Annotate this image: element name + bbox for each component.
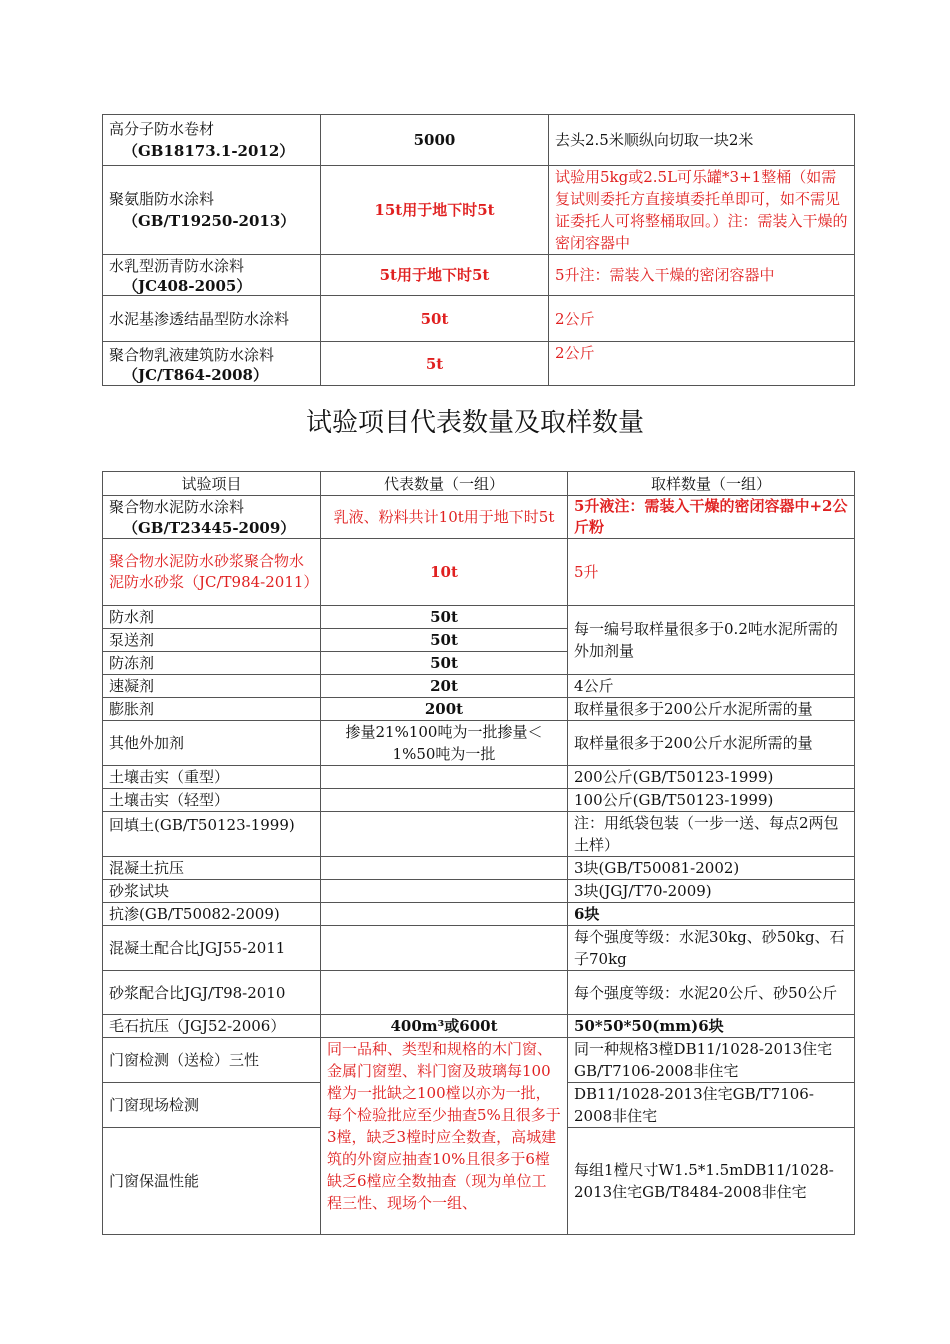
header-represent-qty: 代表数量（一组） — [321, 472, 568, 496]
represent-qty-cell — [321, 903, 568, 926]
material-name-cell — [103, 296, 321, 342]
item-name-cell: 混凝土抗压 — [103, 857, 321, 880]
sample-qty-cell: 5升液注：需装入干燥的密闭容器中+2公斤粉 — [568, 496, 855, 539]
quantity-cell: 15t用于地下时5t — [321, 166, 549, 255]
item-name-cell: 膨胀剂 — [103, 698, 321, 721]
sample-qty-cell: 取样量很多于200公斤水泥所需的量 — [568, 698, 855, 721]
sample-qty-cell: 每个强度等级：水泥20公斤、砂50公斤 — [568, 971, 855, 1015]
represent-qty-cell: 50t — [321, 652, 568, 675]
material-name-cell — [103, 115, 321, 166]
section-title: 试验项目代表数量及取样数量 — [305, 408, 644, 438]
sample-qty-cell: 200公斤(GB/T50123-1999) — [568, 766, 855, 789]
item-name-cell: 防水剂 — [103, 606, 321, 629]
sample-qty-cell: 100公斤(GB/T50123-1999) — [568, 789, 855, 812]
material-standard: （GB18173.1-2012） — [123, 142, 295, 160]
item-name-cell: 砂浆试块 — [103, 880, 321, 903]
item-name-cell: 其他外加剂 — [103, 721, 321, 766]
material-name: 高分子防水卷材 — [109, 120, 215, 138]
item-name-cell: 泵送剂 — [103, 629, 321, 652]
item-name-cell: 门窗现场检测 — [103, 1083, 321, 1128]
represent-qty-cell: 400m³或600t — [321, 1015, 568, 1038]
represent-qty-cell: 10t — [321, 539, 568, 606]
sample-qty-cell: 每组1樘尺寸W1.5*1.5mDB11/1028-2013住宅GB/T8484-2008非住宅 — [568, 1128, 855, 1235]
item-name-cell: 聚合物水泥防水砂浆聚合物水泥防水砂浆（JC/T984-2011） — [103, 539, 321, 606]
sample-qty-cell: 6块 — [568, 903, 855, 926]
sample-qty-cell: DB11/1028-2013住宅GB/T7106-2008非住宅 — [568, 1083, 855, 1128]
quantity-cell: 50t — [321, 296, 549, 342]
header-test-item: 试验项目 — [103, 472, 321, 496]
material-name: 聚合物乳液建筑防水涂料 — [109, 345, 275, 364]
represent-qty-cell — [321, 766, 568, 789]
sample-qty-cell: 同一种规格3樘DB11/1028-2013住宅GB/T7106-2008非住宅 — [568, 1038, 855, 1083]
material-table-1 — [102, 114, 855, 386]
item-name-cell: 门窗检测（送检）三性 — [103, 1038, 321, 1083]
header-sample-qty: 取样数量（一组） — [568, 472, 855, 496]
material-name: 水泥基渗透结晶型防水涂料 — [109, 309, 290, 328]
represent-qty-cell — [321, 926, 568, 971]
item-name-cell: 混凝土配合比JGJ55-2011 — [103, 926, 321, 971]
quantity-cell: 5000 — [321, 115, 549, 166]
sample-qty-cell: 3块(GB/T50081-2002) — [568, 857, 855, 880]
sample-qty-cell: 取样量很多于200公斤水泥所需的量 — [568, 721, 855, 766]
sample-cell: 5升注：需装入干燥的密闭容器中 — [549, 255, 855, 296]
item-name-cell — [103, 496, 321, 539]
item-name-cell: 砂浆配合比JGJ/T98-2010 — [103, 971, 321, 1015]
test-items-table — [102, 471, 855, 1235]
material-name: 水乳型沥青防水涂料 — [109, 257, 245, 275]
represent-qty-cell: 200t — [321, 698, 568, 721]
represent-qty-cell: 50t — [321, 629, 568, 652]
sample-qty-cell: 每一编号取样量很多于0.2吨水泥所需的外加剂量 — [568, 606, 855, 675]
sample-qty-cell: 注：用纸袋包装（一步一送、每点2两包土样） — [568, 812, 855, 857]
material-standard: （JC/T864-2008） — [123, 365, 268, 384]
represent-qty-cell: 20t — [321, 675, 568, 698]
sample-qty-cell: 3块(JGJ/T70-2009) — [568, 880, 855, 903]
represent-qty-cell: 50t — [321, 606, 568, 629]
quantity-cell: 5t用于地下时5t — [321, 255, 549, 296]
item-name-cell: 毛石抗压（JGJ52-2006） — [103, 1015, 321, 1038]
represent-qty-cell — [321, 880, 568, 903]
item-name-cell: 回填土(GB/T50123-1999) — [103, 812, 321, 857]
material-name-cell — [103, 342, 321, 386]
item-name-cell: 门窗保温性能 — [103, 1128, 321, 1235]
item-name-cell: 防冻剂 — [103, 652, 321, 675]
sample-qty-cell: 50*50*50(mm)6块 — [568, 1015, 855, 1038]
material-name-cell — [103, 166, 321, 255]
item-name-cell: 抗渗(GB/T50082-2009) — [103, 903, 321, 926]
represent-qty-cell — [321, 812, 568, 857]
door-window-qty-cell: 同一品种、类型和规格的木门窗、金属门窗塑、料门窗及玻璃每100樘为一批缺之100樘以亦为一批，每个检验批应至少抽查5%且很多于3樘，缺乏3樘时应全数查，高城建筑的外窗应抽查10%且很多于6樘缺乏6樘应全数抽查（现为单位工程三性、现场个一组、 — [321, 1038, 568, 1235]
represent-qty-cell: 乳液、粉料共计10t用于地下时5t — [321, 496, 568, 539]
material-name: 聚氨脂防水涂料 — [109, 190, 215, 208]
sample-cell: 试验用5kg或2.5L可乐罐*3+1整桶（如需复试则委托方直接填委托单即可，如不需见证委托人可将整桶取回。）注：需装入干燥的密闭容器中 — [549, 166, 855, 255]
item-name-cell: 土壤击实（重型） — [103, 766, 321, 789]
item-name: 聚合物水泥防水涂料 — [109, 498, 245, 516]
quantity-cell: 5t — [321, 342, 549, 386]
material-standard: （GB/T19250-2013） — [123, 212, 296, 230]
material-name-cell — [103, 255, 321, 296]
represent-qty-cell — [321, 789, 568, 812]
sample-cell: 去头2.5米顺纵向切取一块2米 — [549, 115, 855, 166]
represent-qty-cell: 掺量21%100吨为一批掺量＜1%50吨为一批 — [321, 721, 568, 766]
sample-qty-cell: 4公斤 — [568, 675, 855, 698]
represent-qty-cell — [321, 857, 568, 880]
sample-qty-cell: 5升 — [568, 539, 855, 606]
item-name-cell: 土壤击实（轻型） — [103, 789, 321, 812]
sample-qty-cell: 每个强度等级：水泥30kg、砂50kg、石子70kg — [568, 926, 855, 971]
sample-cell: 2公斤 — [549, 296, 855, 342]
represent-qty-cell — [321, 971, 568, 1015]
sample-cell: 2公斤 — [549, 342, 855, 386]
item-standard: （GB/T23445-2009） — [123, 519, 296, 537]
item-name-cell: 速凝剂 — [103, 675, 321, 698]
material-standard: （JC408-2005） — [123, 277, 252, 295]
